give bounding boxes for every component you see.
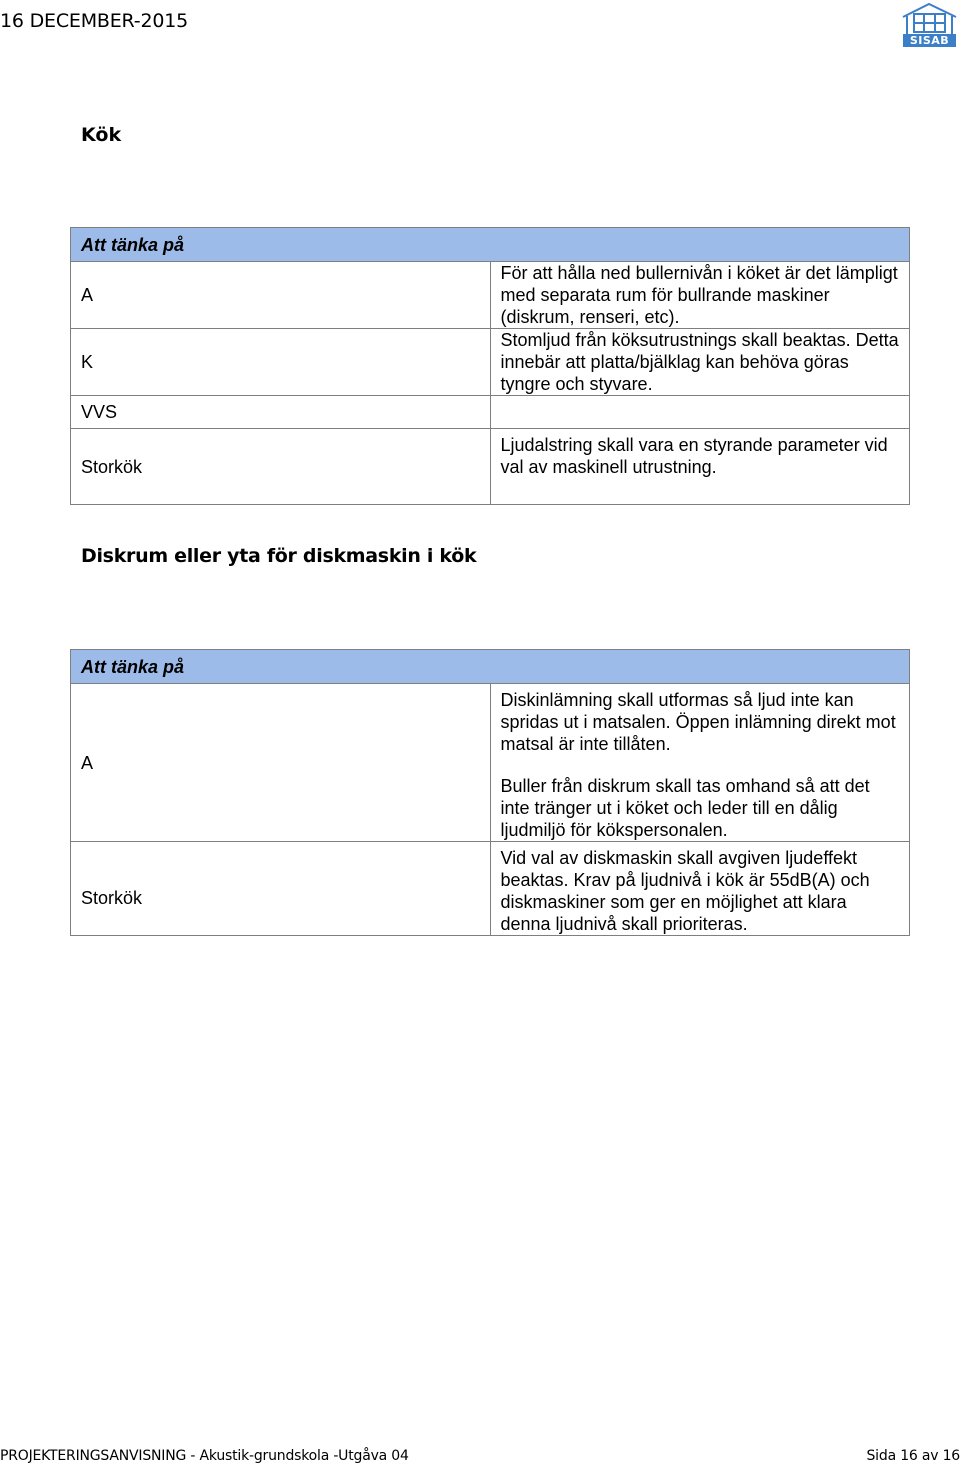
header-date: 16 DECEMBER-2015 xyxy=(0,10,188,32)
row-text: Stomljud från köksutrustnings skall beaktas. Detta innebär att platta/bjälklag kan behöva göras tyngre och styvare. xyxy=(490,329,910,396)
row-text: För att hålla ned bullernivån i köket är det lämpligt med separata rum för bullrande maskiner (diskrum, renseri, etc). xyxy=(490,262,910,329)
row-text: Vid val av diskmaskin skall avgiven ljudeffekt beaktas. Krav på ljudnivå i kök är 55dB(A) och diskmaskiner som ger en möjlighet att klara denna ljudnivå skall prioriteras. xyxy=(490,842,910,936)
section-title-diskrum: Diskrum eller yta för diskmaskin i kök xyxy=(81,545,477,567)
table-row xyxy=(71,396,910,429)
sisab-logo xyxy=(899,1,960,48)
row-text xyxy=(490,396,910,429)
table-header: Att tänka på xyxy=(71,228,910,262)
footer-page-number: Sida 16 av 16 xyxy=(866,1448,960,1464)
table-att-tanka-pa-kok xyxy=(70,227,910,505)
row-label: Storkök xyxy=(71,429,491,505)
row-text: Ljudalstring skall vara en styrande parameter vid val av maskinell utrustning. xyxy=(490,429,910,505)
row-label: A xyxy=(71,684,491,842)
row-text: Diskinlämning skall utformas så ljud inte kan spridas ut i matsalen. Öppen inlämning direkt mot matsal är inte tillåten. xyxy=(500,690,896,754)
table-row xyxy=(71,429,910,505)
footer-document-title: PROJEKTERINGSANVISNING - Akustik-grundskola -Utgåva 04 xyxy=(0,1448,409,1464)
section-title-kok: Kök xyxy=(81,124,122,146)
table-att-tanka-pa-diskrum xyxy=(70,649,910,936)
row-label: VVS xyxy=(71,396,491,429)
table-row xyxy=(71,842,910,936)
row-text: Buller från diskrum skall tas omhand så att det inte tränger ut i köket och leder till en dålig ljudmiljö för kökspersonalen. xyxy=(500,776,870,840)
row-label: A xyxy=(71,262,491,329)
logo-label: SISAB xyxy=(909,34,950,47)
table-row xyxy=(71,684,910,842)
table-header: Att tänka på xyxy=(71,650,910,684)
row-label: K xyxy=(71,329,491,396)
table-row xyxy=(71,262,910,329)
row-label: Storkök xyxy=(71,842,491,936)
row-text-cell xyxy=(490,684,910,842)
table-row xyxy=(71,329,910,396)
